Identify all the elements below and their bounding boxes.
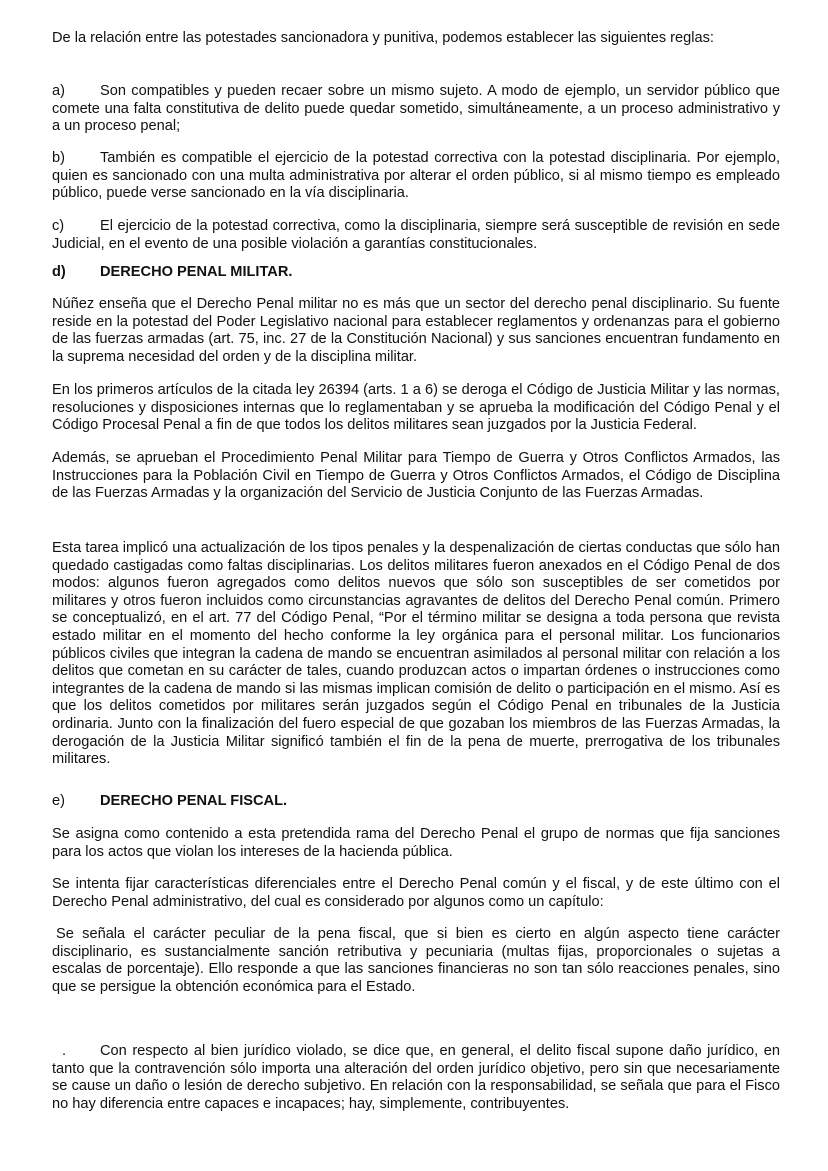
rule-b-paragraph — [52, 150, 780, 203]
section-e-title: DERECHO PENAL FISCAL. — [100, 793, 288, 809]
section-e-last-text: Con respecto al bien jurídico violado, se dice que, en general, el delito fiscal supone daño jurídico, en tanto que la contravención sólo importa una alteración del orden jurídico objetivo, pero sin que necesariamente se cause un daño o lesión de derecho subjetivo. En relación con la responsabilidad, se señala que para el Fisco no hay diferencia entre capaces e incapaces; hay, simplemente, contribuyentes. — [52, 1043, 780, 1112]
rule-b-text: También es compatible el ejercicio de la potestad correctiva con la potestad disciplinaria. Por ejemplo, quien es sancionado con una multa administrativa por alterar el orden público, si al mismo tiempo es empleado público, puede verse sancionado en la vía disciplinaria. — [52, 150, 780, 202]
rule-c-paragraph — [52, 218, 780, 253]
rule-a-marker: a) — [52, 83, 65, 99]
rule-c-text: El ejercicio de la potestad correctiva, como la disciplinaria, siempre será susceptible de revisión en sede Judicial, en el evento de una posible violación a garantías constitucionales. — [52, 218, 780, 252]
section-e-last-marker: . — [62, 1043, 67, 1059]
section-d-paragraph-3: Además, se aprueban el Procedimiento Penal Militar para Tiempo de Guerra y Otros Conflictos Armados, las Instrucciones para la Población Civil en Tiempo de Guerra y Otros Conflictos Armados, el Código de Disciplina de las Fuerzas Armadas y la organización del Servicio de Justicia Conjunto de las Fuerzas Armadas. — [52, 450, 780, 502]
section-e-paragraph-3: Se señala el carácter peculiar de la pena fiscal, que si bien es cierto en algún aspecto tiene carácter disciplinario, es sustancialmente sanción retributiva y pecuniaria (multas fijas, proporcionales o sujetas a escalas de porcentaje). Ello responde a que las sanciones financieras no son tan sólo reacciones penales, sino que se persigue la obtención económica para el Estado. — [52, 926, 780, 995]
section-d-paragraph-4: Esta tarea implicó una actualización de los tipos penales y la despenalización de ciertas conductas que sólo han quedado castigadas como faltas disciplinarias. Los delitos militares fueron anexados en el Código Penal de dos modos: algunos fueron agregados como delitos nuevos que sólo son susceptibles de ser cometidos por militares y otros fueron incluidos como circunstancias agravantes de delitos del Derecho Penal común. Primero se conceptualizó, en el art. 77 del Código Penal, “Por el término militar se designa a toda persona que revista estado militar en el momento del hecho conforme la ley orgánica para el personal militar. Los funcionarios públicos civiles que integran la cadena de mando se encuentran asimilados al personal militar con relación a los delitos que cometan en su carácter de tales, cuando produzcan actos o impartan órdenes o instrucciones como integrantes de la cadena de mando si las mismas implican comisión de delito o participación en el mismo. Así es que los delitos cometidos por militares serán juzgados según el Código Penal en tribunales de la Justicia ordinaria. Junto con la finalización del fuero especial de que gozaban los miembros de las Fuerzas Armadas, la derogación de la Justicia Militar significó también el fin de la pena de muerte, prerrogativa de los tribunales militares. — [52, 540, 780, 768]
intro-paragraph: De la relación entre las potestades sancionadora y punitiva, podemos establecer las siguientes reglas: — [52, 30, 714, 46]
rule-b-marker: b) — [52, 150, 65, 166]
section-e-paragraph-4 — [52, 1043, 780, 1113]
section-e-heading — [52, 793, 780, 811]
section-d-paragraph-2: En los primeros artículos de la citada ley 26394 (arts. 1 a 6) se deroga el Código de Justicia Militar y las normas, resoluciones y disposiciones internas que lo reglamentaban y se aprueba la modificación del Código Penal y el Código Procesal Penal a fin de que todos los delitos militares sean juzgados por la Justicia Federal. — [52, 382, 780, 434]
section-e-marker: e) — [52, 793, 65, 809]
section-d-paragraph-1: Núñez enseña que el Derecho Penal militar no es más que un sector del derecho penal disciplinario. Su fuente reside en la potestad del Poder Legislativo nacional para establecer reglamentos y ordenanzas para el gobierno de las fuerzas armadas (art. 75, inc. 27 de la Constitución Nacional) y sus sanciones encuentran fundamento en la suprema necesidad del orden y de la disciplina militar. — [52, 296, 780, 365]
section-d-marker: d) — [52, 264, 66, 280]
section-d-heading — [52, 264, 780, 282]
rule-c-marker: c) — [52, 218, 65, 234]
section-d-title: DERECHO PENAL MILITAR. — [100, 264, 293, 280]
rule-a-text: Son compatibles y pueden recaer sobre un mismo sujeto. A modo de ejemplo, un servidor público que comete una falta constitutiva de delito puede quedar sometido, simultáneamente, a un proceso administrativo y a un proceso penal; — [52, 83, 780, 135]
section-e-paragraph-2: Se intenta fijar características diferenciales entre el Derecho Penal común y el fiscal, y de este último con el Derecho Penal administrativo, del cual es considerado por algunos como un capítulo: — [52, 876, 780, 910]
section-e-paragraph-1: Se asigna como contenido a esta pretendida rama del Derecho Penal el grupo de normas que fija sanciones para los actos que violan los intereses de la hacienda pública. — [52, 826, 780, 860]
rule-a-paragraph — [52, 83, 780, 136]
